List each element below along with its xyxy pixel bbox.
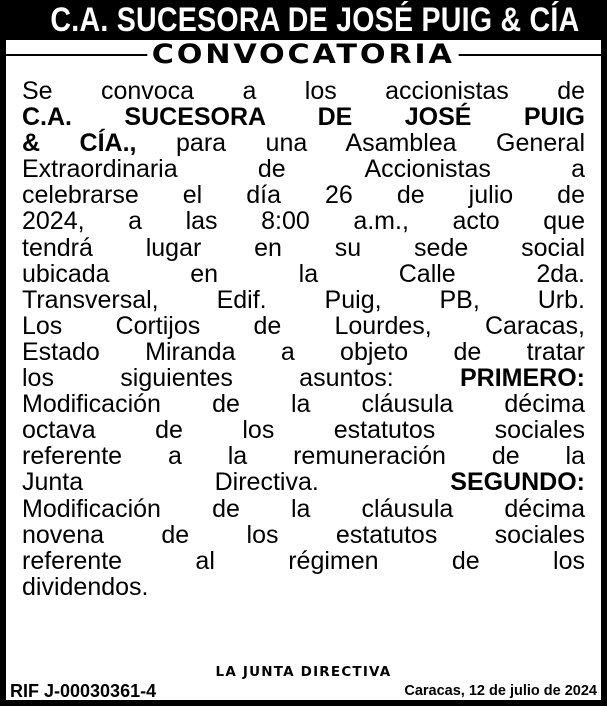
place-date: Caracas, 12 de julio de 2024	[404, 683, 597, 699]
body-line	[22, 443, 585, 469]
rif-number: RIF J-00030361-4	[10, 681, 157, 701]
text: tendrá lugar en su sede social	[22, 233, 585, 262]
convocatoria-heading: CONVOCATORIA	[148, 40, 460, 70]
subtitle-row	[6, 40, 601, 70]
body-line	[22, 548, 585, 574]
text: Transversal, Edif. Puig, PB, Urb.	[22, 285, 585, 314]
text: Junta Directiva.	[22, 468, 451, 497]
text: Se convoca a los accionistas de	[22, 77, 585, 105]
body-line	[22, 104, 585, 130]
body-line	[22, 522, 585, 548]
body-line	[22, 496, 585, 522]
body-line	[22, 130, 585, 156]
body-line	[22, 339, 585, 365]
body-line	[22, 261, 585, 287]
body-line	[22, 313, 585, 339]
text: novena de los estatutos sociales	[22, 520, 585, 549]
body-line	[22, 235, 585, 261]
bold-text: & CÍA.,	[22, 129, 137, 158]
body-line	[22, 208, 585, 234]
text: Extraordinaria de Accionistas a	[22, 155, 585, 184]
text: ubicada en la Calle 2da.	[22, 259, 585, 288]
text: dividendos.	[22, 572, 149, 601]
text: 2024, a las 8:00 a.m., acto que	[22, 207, 585, 236]
bold-text: C.A. SUCESORA DE JOSÉ PUIG	[22, 103, 585, 132]
company-title: C.A. SUCESORA DE JOSÉ PUIG & CÍA	[50, 1, 580, 39]
text: referente al régimen de los	[22, 546, 585, 575]
body-line	[22, 391, 585, 417]
title-band	[0, 0, 607, 40]
bold-text: SEGUNDO:	[450, 468, 585, 497]
body-line	[22, 574, 585, 600]
signature: LA JUNTA DIRECTIVA	[215, 664, 392, 680]
body-line	[22, 469, 585, 495]
text: celebrarse el día 26 de julio de	[22, 181, 585, 210]
text: octava de los estatutos sociales	[22, 416, 585, 445]
body-line	[22, 156, 585, 182]
body-line	[22, 78, 585, 104]
body-line	[22, 417, 585, 443]
text: los siguientes asuntos:	[22, 364, 460, 393]
text: Modificación de la cláusula décima	[22, 494, 585, 523]
body-line	[22, 287, 585, 313]
text: referente a la remuneración de la	[22, 442, 585, 471]
text: Modificación de la cláusula décima	[22, 390, 585, 419]
text: Los Cortijos de Lourdes, Caracas,	[22, 311, 585, 340]
body-line	[22, 182, 585, 208]
bold-text: PRIMERO:	[460, 364, 585, 393]
notice-body	[22, 78, 585, 600]
text: Estado Miranda a objeto de tratar	[22, 337, 585, 366]
text: para una Asamblea General	[136, 129, 586, 158]
body-line	[22, 365, 585, 391]
